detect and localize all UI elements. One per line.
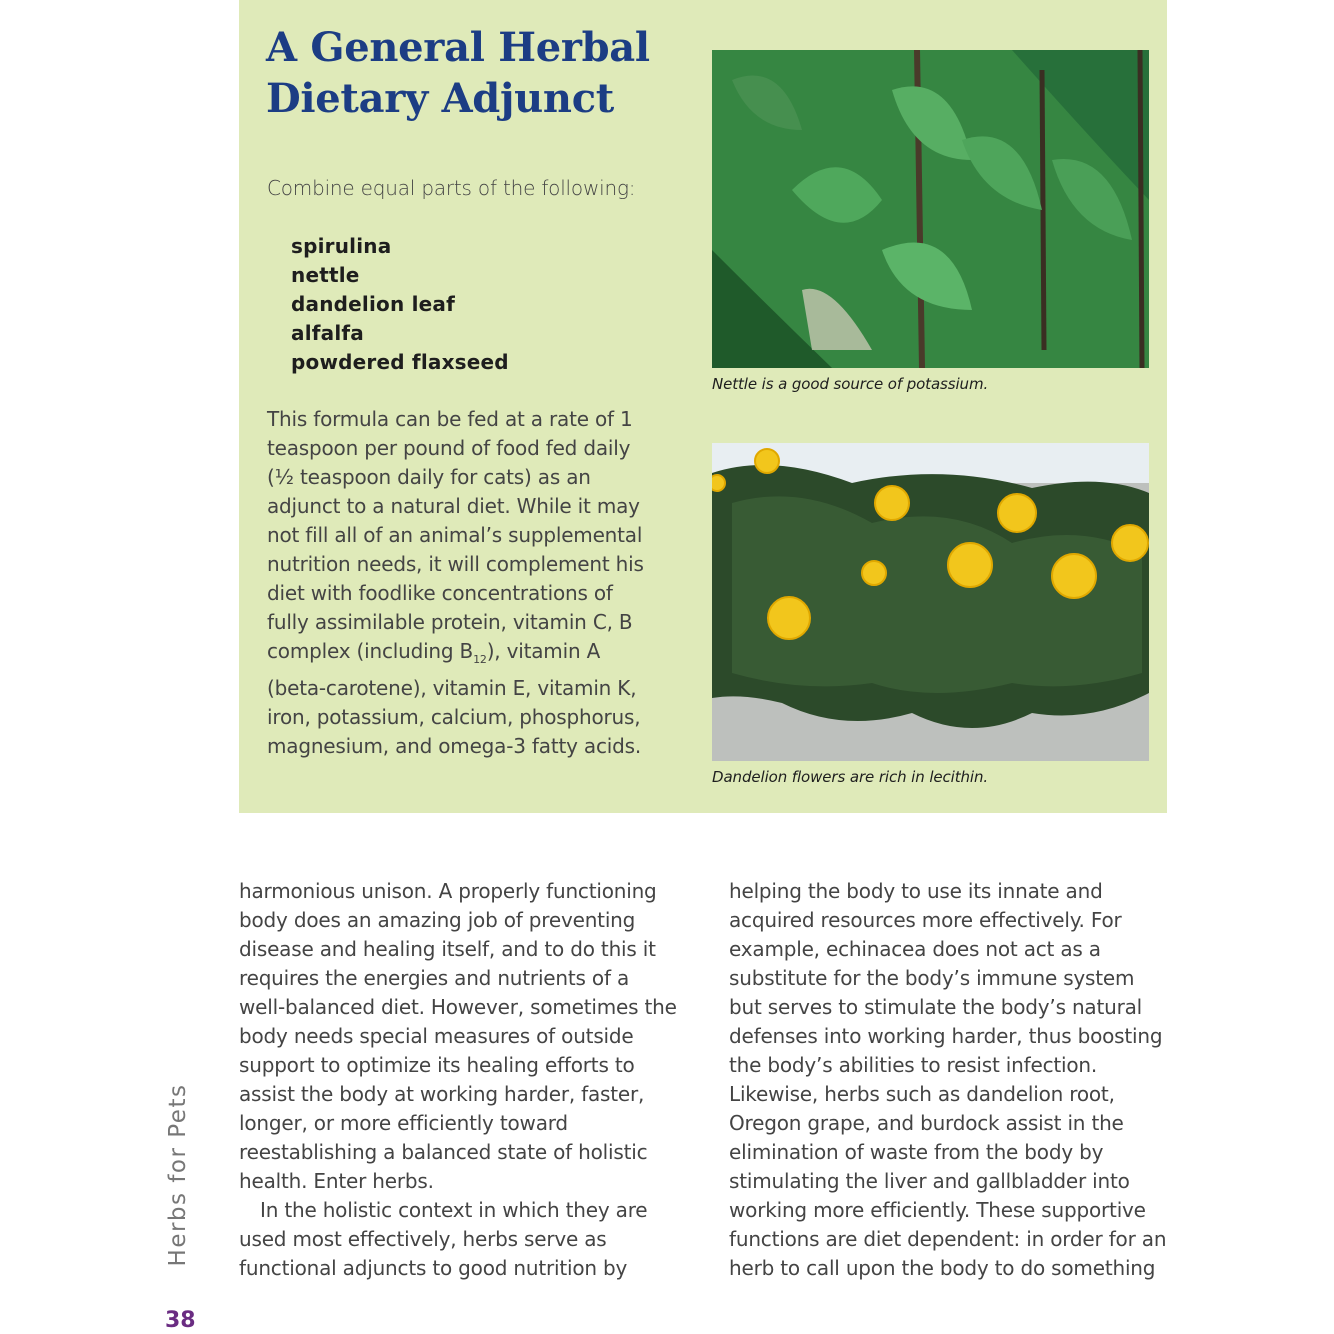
- subscript-12: 12: [473, 653, 487, 666]
- ingredient-item: nettle: [291, 263, 360, 287]
- running-title: Herbs for Pets: [165, 1083, 191, 1267]
- sidebar-paragraph-text: This formula can be fed at a rate of 1 teaspoon per pound of food fed daily (½ teaspoon daily for cats) as an adjunct to a natural diet. While it may not fill all of an animal’s supplemental nutrition needs, it will complement his diet with foodlike concentrations of fully assimilable protein, vitamin C, B complex (including B: [267, 407, 644, 663]
- sidebar-title-line1: A General Herbal: [266, 24, 650, 71]
- ingredient-item: alfalfa: [291, 321, 365, 345]
- sidebar-title-line2: Dietary Adjunct: [266, 75, 614, 122]
- body-paragraph: In the holistic context in which they are used most effectively, herbs serve as functional adjuncts to good nutrition by: [239, 1198, 648, 1280]
- sidebar-title: [266, 22, 686, 124]
- nettle-photo: [712, 50, 1149, 368]
- ingredient-item: dandelion leaf: [291, 292, 456, 316]
- ingredient-item: powdered flaxseed: [291, 350, 509, 374]
- dandelion-caption: Dandelion flowers are rich in lecithin.: [712, 768, 989, 786]
- sidebar-paragraph: [267, 405, 647, 761]
- sidebar-paragraph-text-end: ), vitamin A (beta-carotene), vitamin E, vitamin K, iron, potassium, calcium, phosphorus, magnesium, and omega-3 fatty acids.: [267, 639, 641, 758]
- sidebar-intro: Combine equal parts of the following:: [267, 176, 636, 200]
- ingredient-list: [291, 232, 509, 377]
- body-paragraph: harmonious unison. A properly functioning body does an amazing job of preventing disease and healing itself, and to do this it requires the energies and nutrients of a well-balanced diet. However, sometimes the body needs special measures of outside support to optimize its healing efforts to assist the body at working harder, faster, longer, or more efficiently toward reestablishing a balanced state of holistic health. Enter herbs.: [239, 879, 677, 1193]
- page-number: 38: [165, 1308, 196, 1333]
- body-paragraph: helping the body to use its innate and acquired resources more effectively. For example, echinacea does not act as a substitute for the body’s immune system but serves to stimulate the body’s natural defenses into working harder, thus boosting the body’s abilities to resist infection. Likewise, herbs such as dandelion root, Oregon grape, and burdock assist in the elimination of waste from the body by stimulating the liver and gallbladder into working more efficiently. These supportive functions are diet dependent: in order for an herb to call upon the body to do something: [729, 879, 1167, 1280]
- dandelion-photo: [712, 443, 1149, 761]
- ingredient-item: spirulina: [291, 234, 392, 258]
- nettle-caption: Nettle is a good source of potassium.: [712, 375, 989, 393]
- body-column-left: [239, 877, 679, 1283]
- body-column-right: [729, 877, 1167, 1283]
